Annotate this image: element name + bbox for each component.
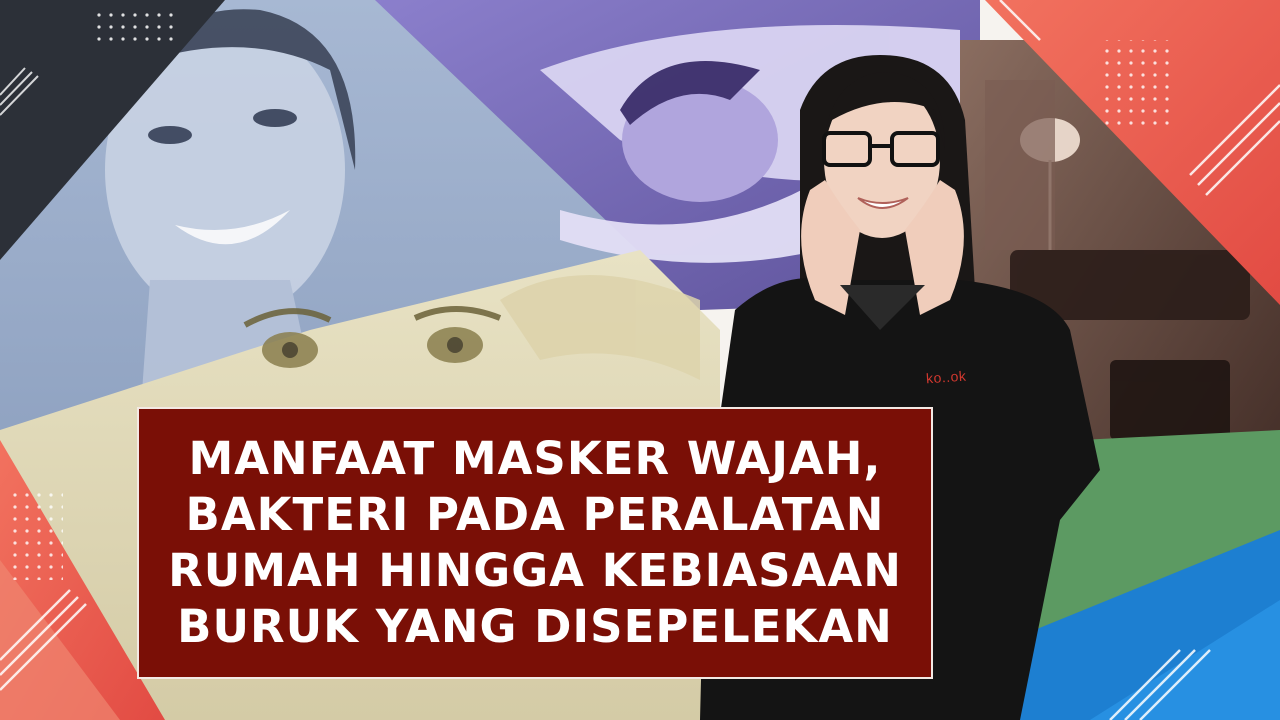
title-line-4: BURUK YANG DISEPELEKAN <box>177 600 893 653</box>
title-line-1: MANFAAT MASKER WAJAH, <box>188 432 882 485</box>
title-line-3: RUMAH HINGGA KEBIASAAN <box>168 544 902 597</box>
title-text-block <box>168 431 902 655</box>
shirt-logo: ko..ok <box>925 367 967 387</box>
title-line-2: BAKTERI PADA PERALATAN <box>185 488 885 541</box>
title-banner <box>137 407 933 679</box>
